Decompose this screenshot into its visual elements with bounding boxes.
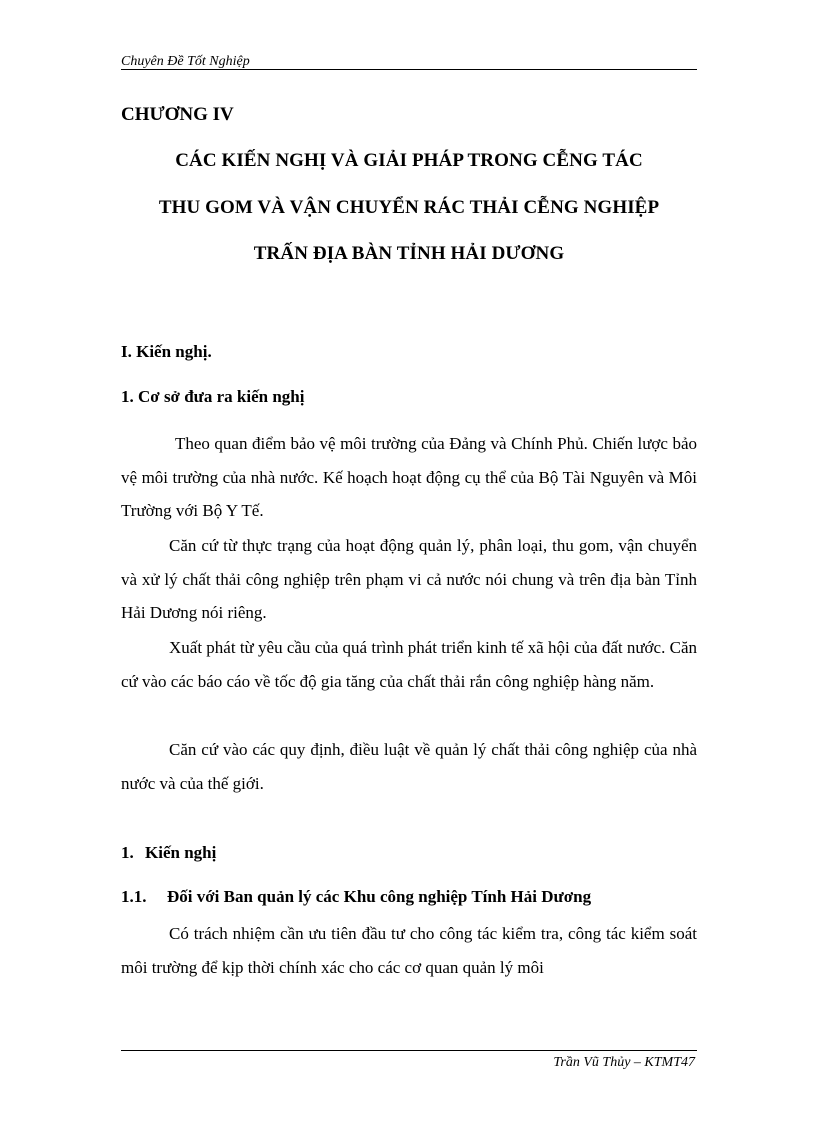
paragraph-2: Căn cứ từ thực trạng của hoạt động quản lý, phân loại, thu gom, vận chuyển và xử lý chất thải công nghiệp trên phạm vi cả nước nói chung và trên địa bàn Tỉnh Hải Dương nói riêng. [121, 536, 697, 622]
running-header: Chuyên Đề Tốt Nghiệp [121, 54, 250, 69]
chapter-title-line-1: CÁC KIẾN NGHỊ VÀ GIẢI PHÁP TRONG CỄNG TÁC [175, 150, 643, 171]
paragraph-5: Có trách nhiệm cần ưu tiên đầu tư cho công tác kiểm tra, công tác kiểm soát môi trường để kịp thời chính xác cho các cơ quan quản lý môi [121, 924, 697, 977]
paragraph-1: Theo quan điểm bảo vệ môi trường của Đảng và Chính Phủ. Chiến lược bảo vệ môi trường của nhà nước. Kế hoạch hoạt động cụ thể của Bộ Tài Nguyên và Môi Trường với Bộ Y Tế. [121, 434, 697, 520]
footer-rule [121, 1050, 697, 1051]
chapter-title-line-3: TRẤN ĐỊA BÀN TỈNH HẢI DƯƠNG [253, 243, 565, 264]
section-heading-2-text: Kiến nghị [145, 843, 217, 862]
chapter-label: CHƯƠNG IV [121, 104, 234, 125]
subsection-heading-2-text: Đối với Ban quản lý các Khu công nghiệp Tính Hải Dương [167, 887, 592, 906]
header-rule [121, 69, 697, 70]
subsection-heading-2 [121, 887, 591, 907]
subsection-heading: 1. Cơ sở đưa ra kiến nghị [121, 387, 305, 406]
section-heading-2 [121, 843, 216, 863]
paragraph-4: Căn cứ vào các quy định, điều luật về quản lý chất thải công nghiệp của nhà nước và của thế giới. [121, 740, 697, 793]
running-footer: Trần Vũ Thủy – KTMT47 [553, 1055, 695, 1070]
chapter-title-line-2: THU GOM VÀ VẬN CHUYỂN RÁC THẢI CỄNG NGHIỆP [158, 197, 660, 218]
section-heading-2-number: 1. [121, 843, 134, 862]
paragraph-3: Xuất phát từ yêu cầu của quá trình phát triển kinh tế xã hội của đất nước. Căn cứ vào các báo cáo về tốc độ gia tăng của chất thải rắn công nghiệp hàng năm. [121, 638, 697, 691]
subsection-heading-2-number: 1.1. [121, 887, 147, 906]
section-heading: I. Kiến nghị. [121, 342, 212, 361]
